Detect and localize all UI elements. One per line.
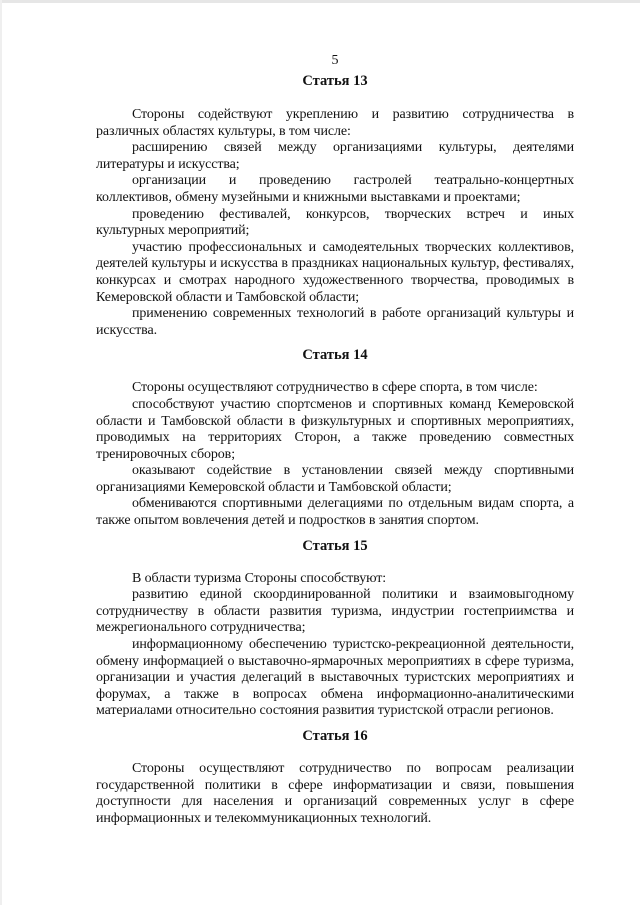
- article-heading: Статья 13: [302, 73, 368, 89]
- article-paragraph: обмениваются спортивными делегациями по отдельным видам спорта, а также опытом вовлечения детей и подростков в занятия спортом.: [96, 496, 574, 529]
- scan-edge-top: [0, 0, 640, 3]
- article-16: [96, 728, 574, 827]
- article-paragraph: участию профессиональных и самодеятельных творческих коллективов, деятелей культуры и искусства в праздниках национальных культур, фестивалях, конкурсах и смотрах народного художественного творчества, проводимых в Кемеровской области и Тамбовской области;: [96, 239, 574, 305]
- article-heading: Статья 14: [302, 347, 368, 364]
- article-paragraph: информационному обеспечению туристско-рекреационной деятельности, обмену информацией о выставочно-ярмарочных мероприятиях в сфере туризма, организации и участия делегаций в выставочных туристских мероприятиях и форумах, а также в вопросах обмена информационно-аналитическими материалами относительно состояния развития туристской отрасли регионов.: [96, 637, 574, 719]
- article-heading: Статья 15: [302, 537, 368, 554]
- article-paragraph: оказывают содействие в установлении связей между спортивными организациями Кемеровской области и Тамбовской области;: [96, 463, 574, 495]
- page-number: 5: [331, 53, 339, 68]
- article-paragraph: применению современных технологий в работе организаций культуры и искусства.: [96, 306, 574, 338]
- scan-edge-left: [0, 0, 2, 905]
- article-paragraph: организации и проведению гастролей театрально-концертных коллективов, обмену музейными и книжными выставками и проектами;: [96, 173, 574, 205]
- article-paragraph: Стороны осуществляют сотрудничество в сфере спорта, в том числе:: [132, 380, 538, 396]
- article-paragraph: проведению фестивалей, конкурсов, творческих встреч и иных культурных мероприятий;: [96, 206, 574, 239]
- article-paragraph: развитию единой скоординированной политики и взаимовыгодному сотрудничеству в области развития туризма, индустрии гостеприимства и межрегионального сотрудничества;: [96, 587, 574, 636]
- article-paragraph: расширению связей между организациями культуры, деятелями литературы и искусства;: [96, 140, 574, 172]
- article-paragraph: Стороны осуществляют сотрудничество по вопросам реализации государственной политики в сфере информатизации и связи, повышения доступности для населения и организаций современных услуг в сфере информационных и телекоммуникационных технологий.: [96, 761, 574, 826]
- article-paragraph: способствуют участию спортсменов и спортивных команд Кемеровской области и Тамбовской области в физкультурных и спортивных мероприятиях, проводимых на территориях Сторон, а также проведению совместных тренировочных сборов;: [96, 396, 574, 462]
- article-heading: Статья 16: [302, 728, 368, 744]
- document-page: [96, 52, 574, 827]
- article-paragraph: В области туризма Стороны способствуют:: [132, 570, 387, 586]
- article-paragraph: Стороны содействуют укреплению и развитию сотрудничества в различных областях культуры, в том числе:: [96, 107, 574, 139]
- article-13: [96, 73, 574, 339]
- article-15: [96, 538, 574, 720]
- article-14: [96, 347, 574, 529]
